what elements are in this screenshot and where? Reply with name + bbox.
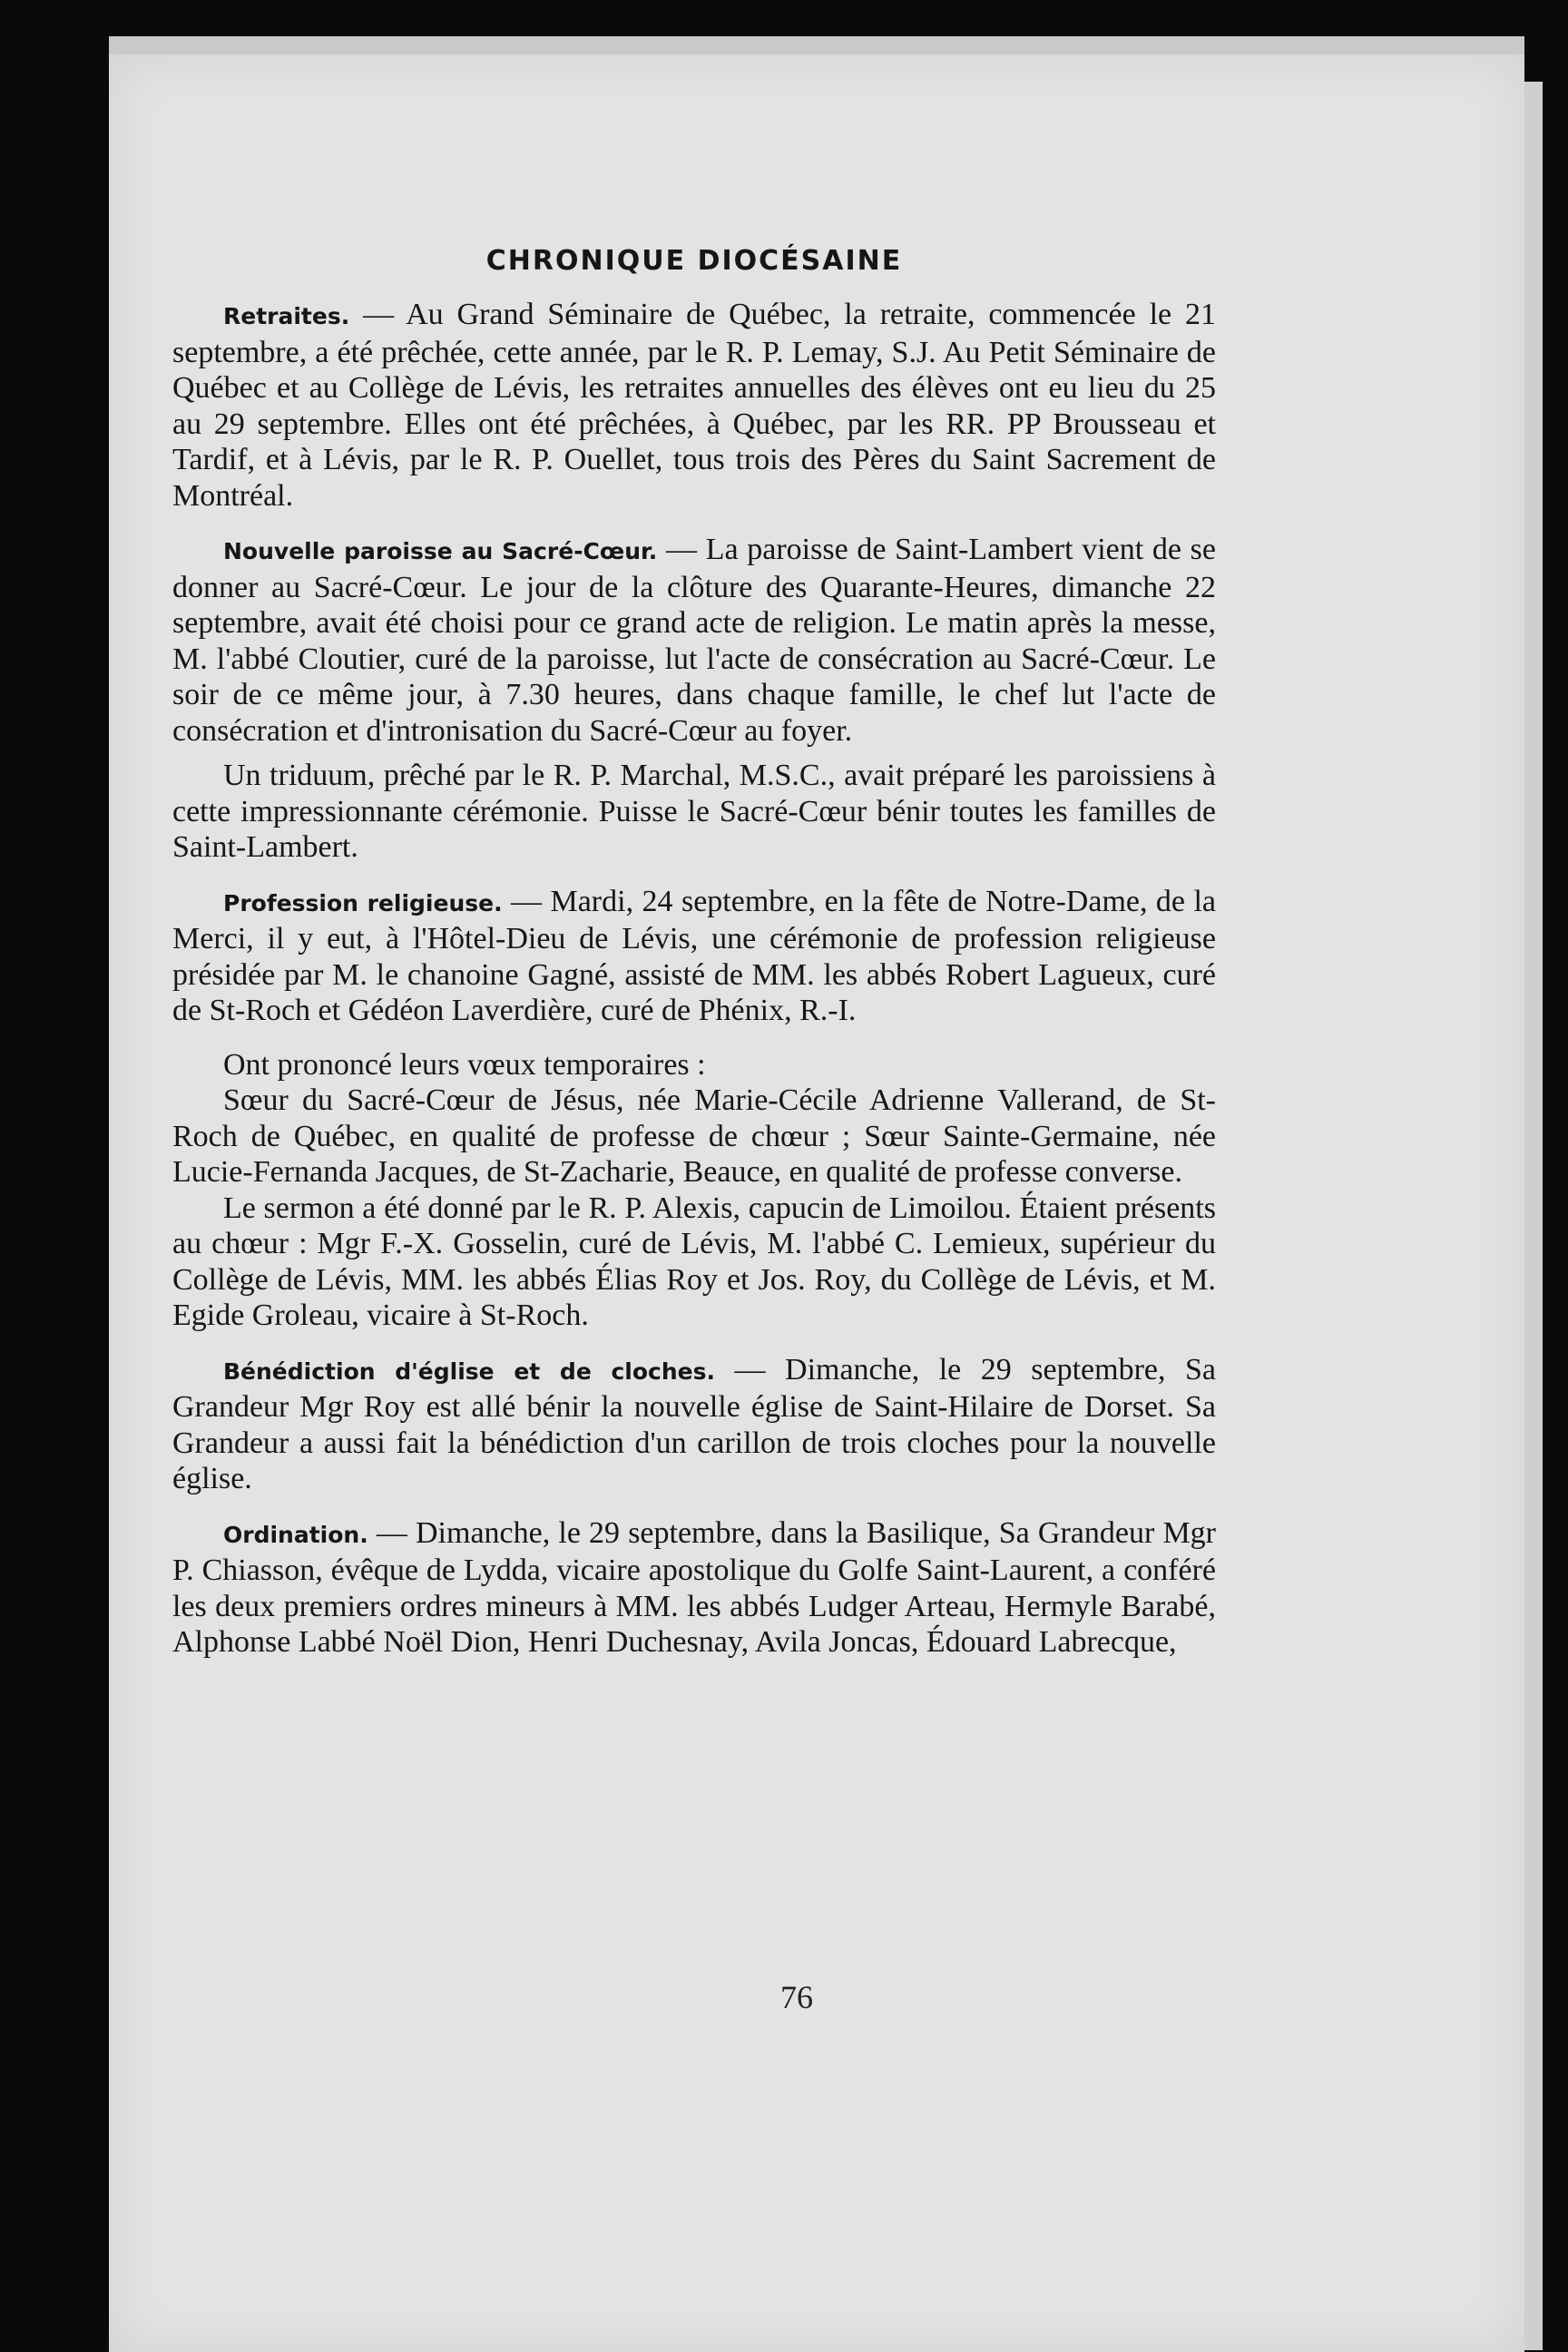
section-lead: Ordination. — [223, 1521, 368, 1548]
section-body: Sœur du Sacré-Cœur de Jésus, née Marie-Cécile Adrienne Vallerand, de St-Roch de Québec, en qualité de professe de chœur ; Sœur Sainte-Germaine, née Lucie-Fernanda Jacques, de St-Zacharie, Beauce, en qualité de professe converse. — [172, 1083, 1216, 1189]
page-number: 76 — [780, 1979, 813, 2015]
page-title: CHRONIQUE DIOCÉSAINE — [485, 245, 903, 277]
section-benediction — [172, 1352, 1216, 1497]
section-lead: Profession religieuse. — [223, 889, 503, 916]
section-text: — Au Grand Séminaire de Québec, la retraite, commencée le 21 septembre, a été prêchée, cette année, par le R. P. Lemay, S.J. Au Petit Séminaire de Québec et au Collège de Lévis, les retraites annuelles des élèves ont eu lieu du 25 au 29 septembre. Elles ont été prêchées, à Québec, par les RR. PP Brousseau et Tardif, et à Lévis, par le R. P. Ouellet, tous trois des Pères du Saint Sacrement de Montréal. — [172, 298, 1216, 513]
section-ordination — [172, 1515, 1216, 1661]
section-retraites — [172, 297, 1216, 514]
section-continuation: Un triduum, prêché par le R. P. Marchal, M.S.C., avait préparé les paroissiens à cette impressionnante cérémonie. Puisse le Sacré-Cœur bénir toutes les familles de Saint-Lambert. — [172, 759, 1216, 864]
section-sermon: Le sermon a été donné par le R. P. Alexis, capucin de Limoilou. Étaient présents au chœur : Mgr F.-X. Gosselin, curé de Lévis, M. l'abbé C. Lemieux, supérieur du Collège de Lévis, MM. les abbés Élias Roy et Jos. Roy, du Collège de Lévis, et M. Egide Groleau, vicaire à St-Roch. — [172, 1191, 1216, 1332]
section-text: — Mardi, 24 septembre, en la fête de Notre-Dame, de la Merci, il y eut, à l'Hôtel-Dieu de Lévis, une cérémonie de profession religieuse présidée par M. le chanoine Gagné, assisté de MM. les abbés Robert Lagueux, curé de St-Roch et Gédéon Laverdière, curé de Phénix, R.-I. — [172, 884, 1217, 1027]
section-lead: Nouvelle paroisse au Sacré-Cœur. — [223, 538, 658, 564]
section-text: — La paroisse de Saint-Lambert vient de se donner au Sacré-Cœur. Le jour de la clôture des Quarante-Heures, dimanche 22 septembre, avait été choisi pour ce grand acte de religion. Le matin après la messe, M. l'abbé Cloutier, curé de la paroisse, lut l'acte de consécration au Sacré-Cœur. Le soir de ce même jour, à 7.30 heures, dans chaque famille, le chef lut l'acte de consécration et d'intronisation du Sacré-Cœur au foyer. — [172, 533, 1217, 748]
section-lead: Retraites. — [223, 303, 350, 329]
section-profession — [172, 884, 1216, 1029]
section-lead: Bénédiction d'église et de cloches. — [223, 1357, 716, 1385]
section-text: — Dimanche, le 29 septembre, Sa Grandeur Mgr Roy est allé bénir la nouvelle église de Saint-Hilaire de Dorset. Sa Grandeur a aussi fait la bénédiction d'un carillon de trois cloches pour la nouvelle église. — [172, 1352, 1216, 1495]
section-nouvelle-paroisse — [172, 532, 1216, 749]
page-content — [172, 245, 1216, 1679]
section-intro: Ont prononcé leurs vœux temporaires : — [223, 1047, 706, 1082]
section-text: — Dimanche, le 29 septembre, dans la Basilique, Sa Grandeur Mgr P. Chiasson, évêque de Lydda, vicaire apostolique du Golfe Saint-Laurent, a conféré les deux premiers ordres mineurs à MM. les abbés Ludger Arteau, Hermyle Barabé, Alphonse Labbé Noël Dion, Henri Duchesnay, Avila Joncas, Édouard Labrecque, — [172, 1515, 1216, 1659]
